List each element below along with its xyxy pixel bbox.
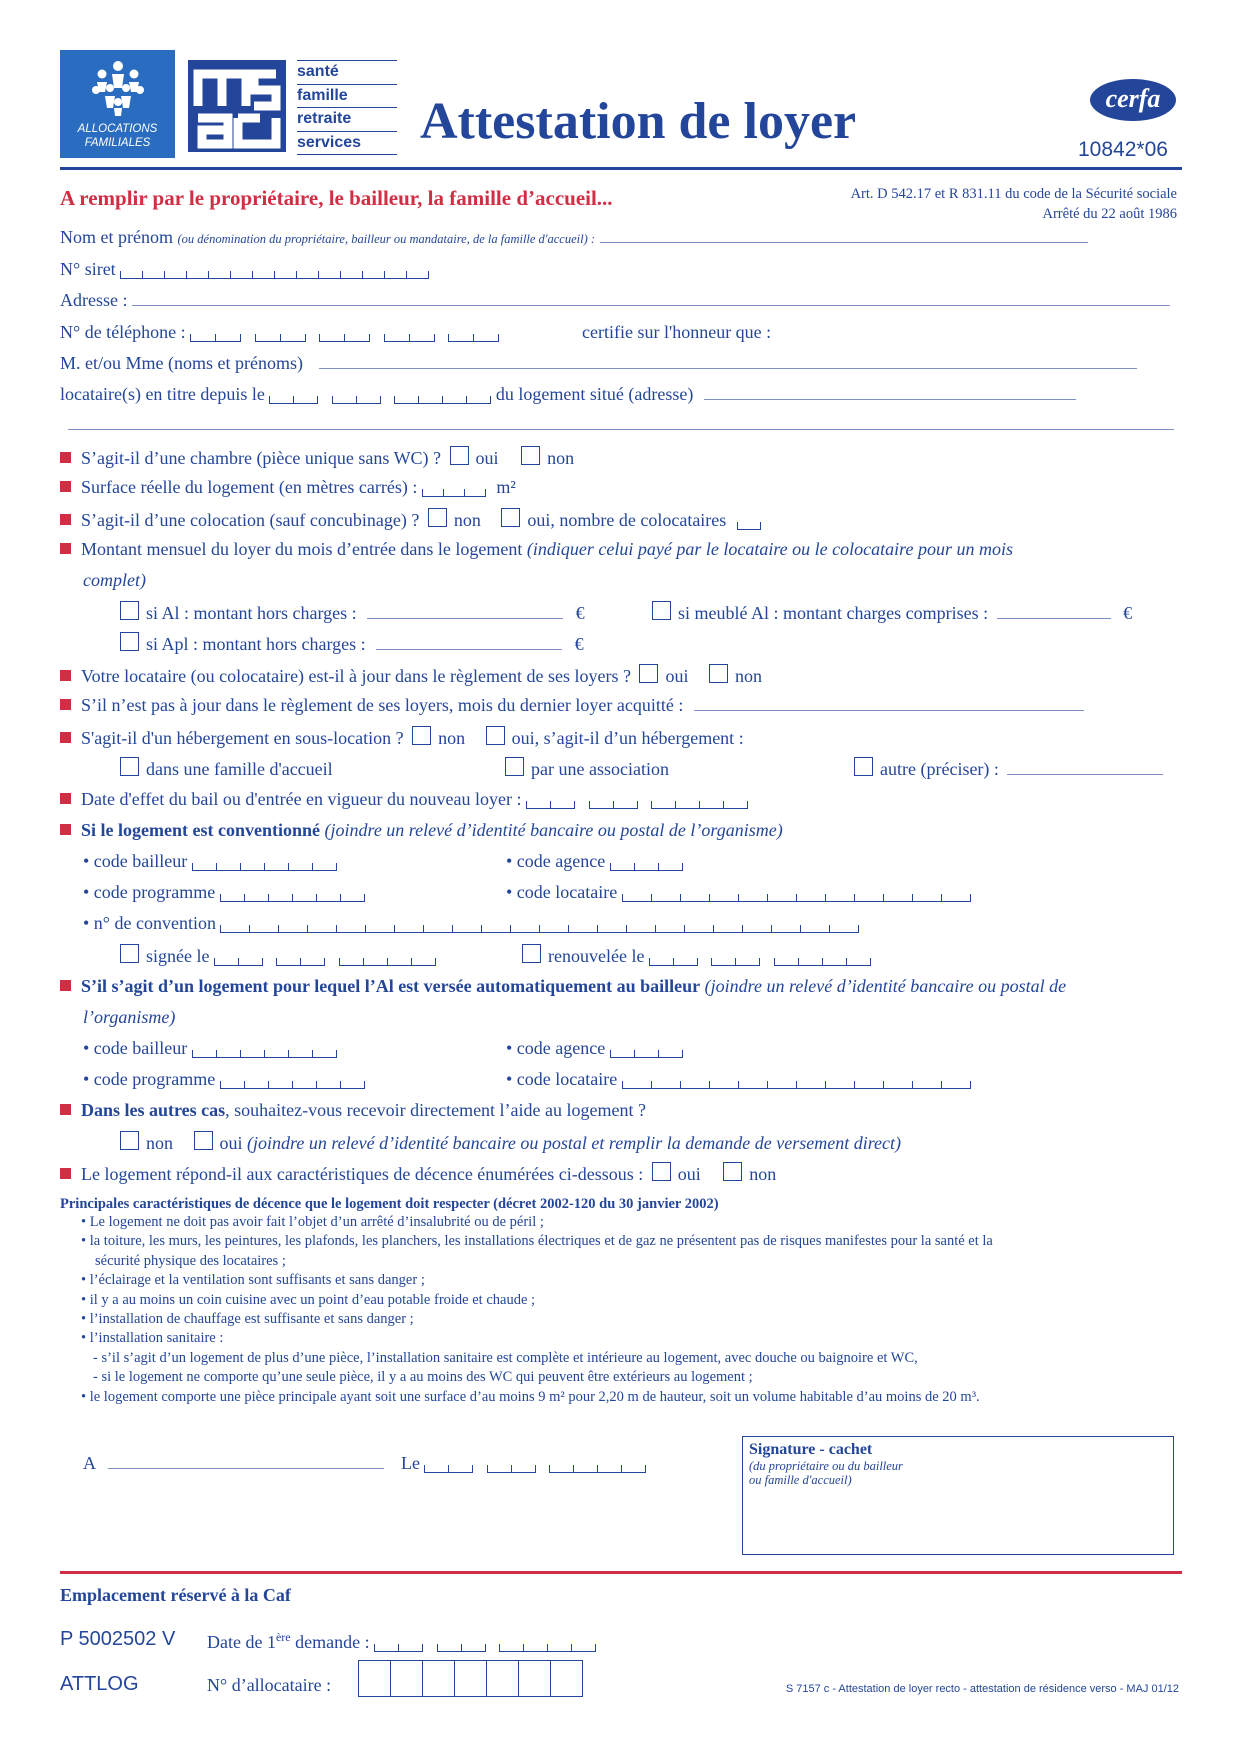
auto-code-agence-cells[interactable] bbox=[610, 1042, 683, 1063]
auto-code-bailleur-cells[interactable] bbox=[192, 1042, 337, 1063]
conv-code-bailleur-row bbox=[83, 851, 337, 876]
q-conventionne-hint: (joindre un relevé d’identité bancaire ou postal de l’organisme) bbox=[324, 820, 783, 840]
association-checkbox[interactable] bbox=[505, 757, 524, 776]
conv-code-locataire-label: • code locataire bbox=[506, 882, 618, 902]
q-autres-rest: , souhaitez-vous recevoir directement l’aide au logement ? bbox=[225, 1100, 646, 1120]
si-al-amount-field[interactable] bbox=[367, 618, 563, 619]
decence-item: • l’installation sanitaire : bbox=[81, 1330, 224, 1347]
renouvelee-row bbox=[522, 944, 871, 971]
signature-day-cells[interactable] bbox=[424, 1457, 473, 1478]
nom-field[interactable] bbox=[600, 242, 1088, 243]
allocataire-digit-box[interactable] bbox=[519, 1660, 551, 1697]
tel-cells-3[interactable] bbox=[319, 326, 370, 347]
q-chambre-label: S’agit-il d’une chambre (pièce unique sans WC) ? bbox=[81, 448, 442, 468]
msa-letters-icon bbox=[188, 60, 286, 152]
famille-accueil-label: dans une famille d'accueil bbox=[146, 759, 333, 779]
sous-location-non-label: non bbox=[438, 728, 466, 748]
chambre-oui-label: oui bbox=[475, 448, 499, 468]
msa-logo bbox=[188, 60, 286, 152]
square-bullet-icon bbox=[60, 1168, 71, 1179]
demande-day-cells[interactable] bbox=[374, 1636, 423, 1657]
signature-lieu-row bbox=[83, 1453, 384, 1474]
a-jour-non-label: non bbox=[734, 666, 762, 686]
decence-title: Principales caractéristiques de décence que le logement doit respecter (décret 2002-120 du 30 janvier 2002) bbox=[60, 1196, 719, 1212]
decence-non-checkbox[interactable] bbox=[723, 1162, 742, 1181]
q-colocation-label: S’agit-il d’une colocation (sauf concubinage) ? bbox=[81, 510, 420, 530]
decence-item: - si le logement ne comporte qu’une seule pièce, il y a au moins des WC qui peuvent être extérieurs au logement ; bbox=[93, 1369, 753, 1386]
signature-month-cells[interactable] bbox=[487, 1457, 536, 1478]
msa-words bbox=[297, 60, 397, 155]
locataire-names-label: M. et/ou Mme (noms et prénoms) bbox=[60, 353, 303, 373]
colocation-non-checkbox[interactable] bbox=[428, 508, 447, 527]
intro-heading: A remplir par le propriétaire, le bailleur, la famille d’accueil... bbox=[60, 186, 613, 210]
decence-item: • Le logement ne doit pas avoir fait l’objet d’un arrêté d’insalubrité ou de péril ; bbox=[81, 1214, 544, 1230]
telephone-row bbox=[60, 322, 499, 347]
adresse-field[interactable] bbox=[132, 305, 1170, 306]
q-pas-a-jour-label: S’il n’est pas à jour dans le règlement de ses loyers, mois du dernier loyer acquitté : bbox=[81, 695, 684, 715]
auto-code-locataire-cells[interactable] bbox=[622, 1073, 971, 1094]
allocataire-digit-box[interactable] bbox=[455, 1660, 487, 1697]
colocation-oui-checkbox[interactable] bbox=[501, 508, 520, 527]
tel-cells-5[interactable] bbox=[448, 326, 499, 347]
legal-ref-2: Arrêté du 22 août 1986 bbox=[1042, 206, 1177, 222]
square-bullet-icon bbox=[60, 824, 71, 835]
nom-label: Nom et prénom bbox=[60, 227, 173, 247]
colocation-oui-label: oui, nombre de colocataires bbox=[527, 510, 727, 530]
decence-oui-checkbox[interactable] bbox=[652, 1162, 671, 1181]
square-bullet-icon bbox=[60, 514, 71, 525]
square-bullet-icon bbox=[60, 980, 71, 991]
square-bullet-icon bbox=[60, 452, 71, 463]
square-bullet-icon bbox=[60, 543, 71, 554]
n-convention-cells[interactable] bbox=[220, 917, 859, 938]
tel-cells-1[interactable] bbox=[190, 326, 241, 347]
date-demande-row bbox=[207, 1630, 596, 1657]
decence-item: • le logement comporte une pièce principale ayant soit une surface d’au moins 9 m² pour 2,20 m de hauteur, soit un volume habitable d’au moins de 20 m³. bbox=[81, 1388, 980, 1405]
si-apl-amount-field[interactable] bbox=[376, 649, 562, 650]
q-surface-label: Surface réelle du logement (en mètres carrés) : bbox=[81, 477, 418, 497]
q-conventionne-label: Si le logement est conventionné bbox=[81, 820, 320, 840]
si-al-euro: € bbox=[575, 603, 585, 623]
allocataire-digit-box[interactable] bbox=[487, 1660, 519, 1697]
allocataire-label: N° d’allocataire : bbox=[207, 1675, 332, 1695]
signature-le-label: Le bbox=[401, 1453, 420, 1473]
signature-box-hint-1: (du propriétaire ou du bailleur bbox=[749, 1459, 903, 1473]
locataire-depuis-label: locataire(s) en titre depuis le bbox=[60, 384, 265, 404]
hebergement-autre-option bbox=[854, 757, 1163, 780]
square-bullet-icon bbox=[60, 793, 71, 804]
chambre-non-checkbox[interactable] bbox=[521, 446, 540, 465]
association-label: par une association bbox=[531, 759, 669, 779]
decence-item: sécurité physique des locataires ; bbox=[95, 1252, 286, 1269]
si-meuble-label: si meublé Al : montant charges comprises : bbox=[678, 603, 989, 623]
depuis-year-cells[interactable] bbox=[394, 388, 491, 409]
signature-box-title: Signature - cachet bbox=[749, 1441, 873, 1458]
auto-code-agence-row bbox=[506, 1038, 683, 1063]
q-colocation-row bbox=[60, 508, 761, 535]
si-apl-euro: € bbox=[574, 634, 584, 654]
square-bullet-icon bbox=[60, 732, 71, 743]
surface-cells[interactable] bbox=[422, 481, 486, 502]
form-number: 10842*06 bbox=[1078, 138, 1168, 161]
nom-row bbox=[60, 227, 1088, 248]
certifie-text: certifie sur l'honneur que : bbox=[582, 322, 772, 342]
renouvelee-checkbox[interactable] bbox=[522, 944, 541, 963]
square-bullet-icon bbox=[60, 1104, 71, 1115]
autres-oui-checkbox[interactable] bbox=[194, 1131, 213, 1150]
q-date-effet-label: Date d'effet du bail ou d'entrée en vigueur du nouveau loyer : bbox=[81, 789, 522, 809]
q-a-jour-label: Votre locataire (ou colocataire) est-il à jour dans le règlement de ses loyers ? bbox=[81, 666, 631, 686]
decence-non-label: non bbox=[749, 1164, 777, 1184]
renouvelee-label: renouvelée le bbox=[548, 946, 645, 966]
decence-item: • l’éclairage et la ventilation sont suffisants et sans danger ; bbox=[81, 1272, 425, 1289]
depuis-day-cells[interactable] bbox=[269, 388, 318, 409]
hebergement-famille-option bbox=[120, 757, 333, 780]
locataire-names-row bbox=[60, 353, 1137, 374]
q-auto-hint: (joindre un relevé d’identité bancaire ou postal de bbox=[704, 976, 1067, 996]
decence-item: • l’installation de chauffage est suffisante et sans danger ; bbox=[81, 1311, 414, 1328]
caf-people-icon bbox=[88, 58, 148, 118]
siret-cells[interactable] bbox=[120, 263, 429, 284]
logement-situe-field[interactable] bbox=[704, 399, 1076, 400]
signature-a-label: A bbox=[83, 1453, 96, 1473]
locataire-depuis-row bbox=[60, 384, 1076, 409]
sous-location-non-checkbox[interactable] bbox=[412, 726, 431, 745]
autres-oui-label: oui bbox=[219, 1133, 243, 1153]
autres-oui-hint: (joindre un relevé d’identité bancaire ou postal et remplir la demande de versement direct) bbox=[247, 1133, 902, 1153]
siret-row bbox=[60, 259, 429, 284]
q-auto-label: S’il s’agit d’un logement pour lequel l’Al est versée automatiquement au bailleur bbox=[81, 976, 701, 996]
q-a-jour-row bbox=[60, 664, 762, 687]
page-title: Attestation de loyer bbox=[420, 93, 857, 150]
date-effet-year-cells[interactable] bbox=[651, 793, 748, 814]
si-al-row bbox=[120, 601, 585, 624]
colocataires-cells[interactable] bbox=[737, 514, 761, 535]
date-demande-sup: ère bbox=[275, 1630, 291, 1644]
autre-label: autre (préciser) : bbox=[880, 759, 999, 779]
caf-logo bbox=[60, 50, 175, 158]
telephone-label: N° de téléphone : bbox=[60, 322, 186, 342]
si-apl-label: si Apl : montant hors charges : bbox=[146, 634, 366, 654]
signature-box[interactable] bbox=[742, 1436, 1174, 1555]
q-montant-row bbox=[60, 539, 1013, 560]
date-effet-day-cells[interactable] bbox=[526, 793, 575, 814]
decence-item: • la toiture, les murs, les peintures, les plafonds, les planchers, les installations électriques et de gaz ne présentent pas de risques manifestes pour la santé et la bbox=[81, 1233, 993, 1250]
allocataire-boxes[interactable] bbox=[358, 1660, 583, 1695]
logement-situe-label: du logement situé (adresse) bbox=[495, 384, 694, 404]
q-montant-label: Montant mensuel du loyer du mois d’entrée dans le logement bbox=[81, 539, 523, 559]
q-chambre-row bbox=[60, 446, 574, 469]
attlog: ATTLOG bbox=[60, 1673, 139, 1695]
code-p: P 5002502 V bbox=[60, 1628, 176, 1650]
autre-checkbox[interactable] bbox=[854, 757, 873, 776]
demande-year-cells[interactable] bbox=[499, 1636, 596, 1657]
allocataire-digit-box[interactable] bbox=[358, 1660, 391, 1697]
chambre-non-label: non bbox=[547, 448, 575, 468]
si-meuble-amount-field[interactable] bbox=[997, 618, 1111, 619]
a-jour-oui-label: oui bbox=[665, 666, 689, 686]
decence-item: - s’il s’agit d’un logement de plus d’une pièce, l’installation sanitaire est complète et intérieure au logement, avec douche ou baignoire et WC, bbox=[93, 1349, 918, 1366]
signature-lieu-field[interactable] bbox=[108, 1468, 384, 1469]
a-jour-oui-checkbox[interactable] bbox=[639, 664, 658, 683]
q-date-effet-row bbox=[60, 789, 748, 814]
sous-location-oui-checkbox[interactable] bbox=[486, 726, 505, 745]
decence-oui-label: oui bbox=[677, 1164, 701, 1184]
msa-word-famille: famille bbox=[297, 84, 397, 108]
legal-ref-1: Art. D 542.17 et R 831.11 du code de la Sécurité sociale bbox=[850, 186, 1177, 202]
decence-list bbox=[81, 1213, 1181, 1407]
signee-day-cells[interactable] bbox=[214, 950, 263, 971]
hebergement-association-option bbox=[505, 757, 669, 780]
a-jour-non-checkbox[interactable] bbox=[709, 664, 728, 683]
conv-code-bailleur-cells[interactable] bbox=[192, 855, 337, 876]
colocation-non-label: non bbox=[453, 510, 481, 530]
convention-row bbox=[83, 913, 859, 938]
famille-accueil-checkbox[interactable] bbox=[120, 757, 139, 776]
conv-code-bailleur-label: • code bailleur bbox=[83, 851, 188, 871]
conv-code-agence-row bbox=[506, 851, 683, 876]
msa-word-retraite: retraite bbox=[297, 107, 397, 131]
cerfa-label: cerfa bbox=[1105, 84, 1161, 113]
conv-code-programme-label: • code programme bbox=[83, 882, 216, 902]
si-meuble-euro: € bbox=[1123, 603, 1133, 623]
square-bullet-icon bbox=[60, 699, 71, 710]
reserved-caf: Emplacement réservé à la Caf bbox=[60, 1585, 291, 1605]
auto-code-programme-label: • code programme bbox=[83, 1069, 216, 1089]
footer-divider bbox=[60, 1571, 1182, 1574]
conv-code-agence-label: • code agence bbox=[506, 851, 606, 871]
auto-code-agence-label: • code agence bbox=[506, 1038, 606, 1058]
q-conventionne-row bbox=[60, 820, 783, 841]
q-sous-location-row bbox=[60, 726, 744, 749]
date-demande-suffix: demande : bbox=[290, 1632, 370, 1652]
form-reference: S 7157 c - Attestation de loyer recto - attestation de résidence verso - MAJ 01/12 bbox=[785, 1683, 1179, 1695]
allocataire-digit-box[interactable] bbox=[551, 1660, 583, 1697]
auto-code-programme-cells[interactable] bbox=[220, 1073, 365, 1094]
dernier-loyer-field[interactable] bbox=[694, 710, 1084, 711]
q-pas-a-jour-row bbox=[60, 695, 1084, 716]
tel-cells-4[interactable] bbox=[384, 326, 435, 347]
conv-code-agence-cells[interactable] bbox=[610, 855, 683, 876]
conv-code-programme-row bbox=[83, 882, 365, 907]
surface-unit: m² bbox=[496, 477, 516, 497]
signature-date-row bbox=[401, 1453, 646, 1478]
si-meuble-row bbox=[652, 601, 1132, 624]
conv-code-programme-cells[interactable] bbox=[220, 886, 365, 907]
auto-code-bailleur-label: • code bailleur bbox=[83, 1038, 188, 1058]
q-montant-hint-continued: complet) bbox=[83, 570, 146, 590]
conv-code-locataire-cells[interactable] bbox=[622, 886, 971, 907]
decence-item: • il y a au moins un coin cuisine avec un point d’eau potable froide et chaude ; bbox=[81, 1291, 536, 1308]
auto-code-programme-row bbox=[83, 1069, 365, 1094]
si-meuble-checkbox[interactable] bbox=[652, 601, 671, 620]
header-divider bbox=[60, 167, 1182, 170]
autres-non-label: non bbox=[146, 1133, 173, 1153]
msa-word-sante: santé bbox=[297, 60, 397, 84]
si-apl-row bbox=[120, 632, 584, 655]
allocataire-digit-box[interactable] bbox=[423, 1660, 455, 1697]
q-autres-row bbox=[60, 1100, 646, 1121]
signature-box-hint-2: ou famille d'accueil) bbox=[749, 1473, 852, 1487]
n-convention-label: • n° de convention bbox=[83, 913, 216, 933]
autre-field[interactable] bbox=[1007, 774, 1163, 775]
q-auto-row bbox=[60, 976, 1066, 997]
auto-code-locataire-row bbox=[506, 1069, 971, 1094]
renouvelee-day-cells[interactable] bbox=[649, 950, 698, 971]
adresse-label: Adresse : bbox=[60, 290, 128, 310]
depuis-month-cells[interactable] bbox=[332, 388, 381, 409]
si-al-label: si Al : montant hors charges : bbox=[146, 603, 357, 623]
allocataire-digit-box[interactable] bbox=[391, 1660, 423, 1697]
tel-cells-2[interactable] bbox=[255, 326, 306, 347]
auto-code-locataire-label: • code locataire bbox=[506, 1069, 618, 1089]
q-decence-row bbox=[60, 1162, 776, 1185]
autres-non-checkbox[interactable] bbox=[120, 1131, 139, 1150]
siret-label: N° siret bbox=[60, 259, 116, 279]
signature-year-cells[interactable] bbox=[549, 1457, 646, 1478]
cerfa-logo bbox=[1090, 79, 1176, 121]
nom-hint: (ou dénomination du propriétaire, bailleur ou mandataire, de la famille d'accueil) : bbox=[177, 232, 596, 246]
q-decence-label: Le logement répond-il aux caractéristiques de décence énumérées ci-dessous : bbox=[81, 1164, 644, 1184]
adresse-continuation-field[interactable] bbox=[68, 411, 1174, 430]
signee-row bbox=[120, 944, 436, 971]
q-montant-hint: (indiquer celui payé par le locataire ou le colocataire pour un mois bbox=[526, 539, 1013, 559]
demande-month-cells[interactable] bbox=[437, 1636, 486, 1657]
signee-year-cells[interactable] bbox=[339, 950, 436, 971]
si-al-checkbox[interactable] bbox=[120, 601, 139, 620]
signee-checkbox[interactable] bbox=[120, 944, 139, 963]
auto-code-bailleur-row bbox=[83, 1038, 337, 1063]
si-apl-checkbox[interactable] bbox=[120, 632, 139, 651]
signee-label: signée le bbox=[146, 946, 210, 966]
date-effet-month-cells[interactable] bbox=[589, 793, 638, 814]
chambre-oui-checkbox[interactable] bbox=[450, 446, 469, 465]
square-bullet-icon bbox=[60, 481, 71, 492]
q-auto-hint-continued: l’organisme) bbox=[83, 1007, 176, 1027]
renouvelee-month-cells[interactable] bbox=[711, 950, 760, 971]
q-sous-location-label: S'agit-il d'un hébergement en sous-location ? bbox=[81, 728, 404, 748]
square-bullet-icon bbox=[60, 670, 71, 681]
q-autres-label: Dans les autres cas bbox=[81, 1100, 226, 1120]
autres-options-row bbox=[120, 1131, 901, 1154]
sous-location-oui-label: oui, s’agit-il d’un hébergement : bbox=[511, 728, 744, 748]
q-surface-row bbox=[60, 477, 516, 502]
adresse-row bbox=[60, 290, 1170, 311]
msa-word-services: services bbox=[297, 131, 397, 156]
caf-logo-text: ALLOCATIONS FAMILIALES bbox=[77, 123, 158, 149]
conv-code-locataire-row bbox=[506, 882, 971, 907]
locataire-names-field[interactable] bbox=[319, 368, 1137, 369]
signee-month-cells[interactable] bbox=[276, 950, 325, 971]
date-demande-label: Date de 1 bbox=[207, 1632, 276, 1652]
renouvelee-year-cells[interactable] bbox=[774, 950, 871, 971]
